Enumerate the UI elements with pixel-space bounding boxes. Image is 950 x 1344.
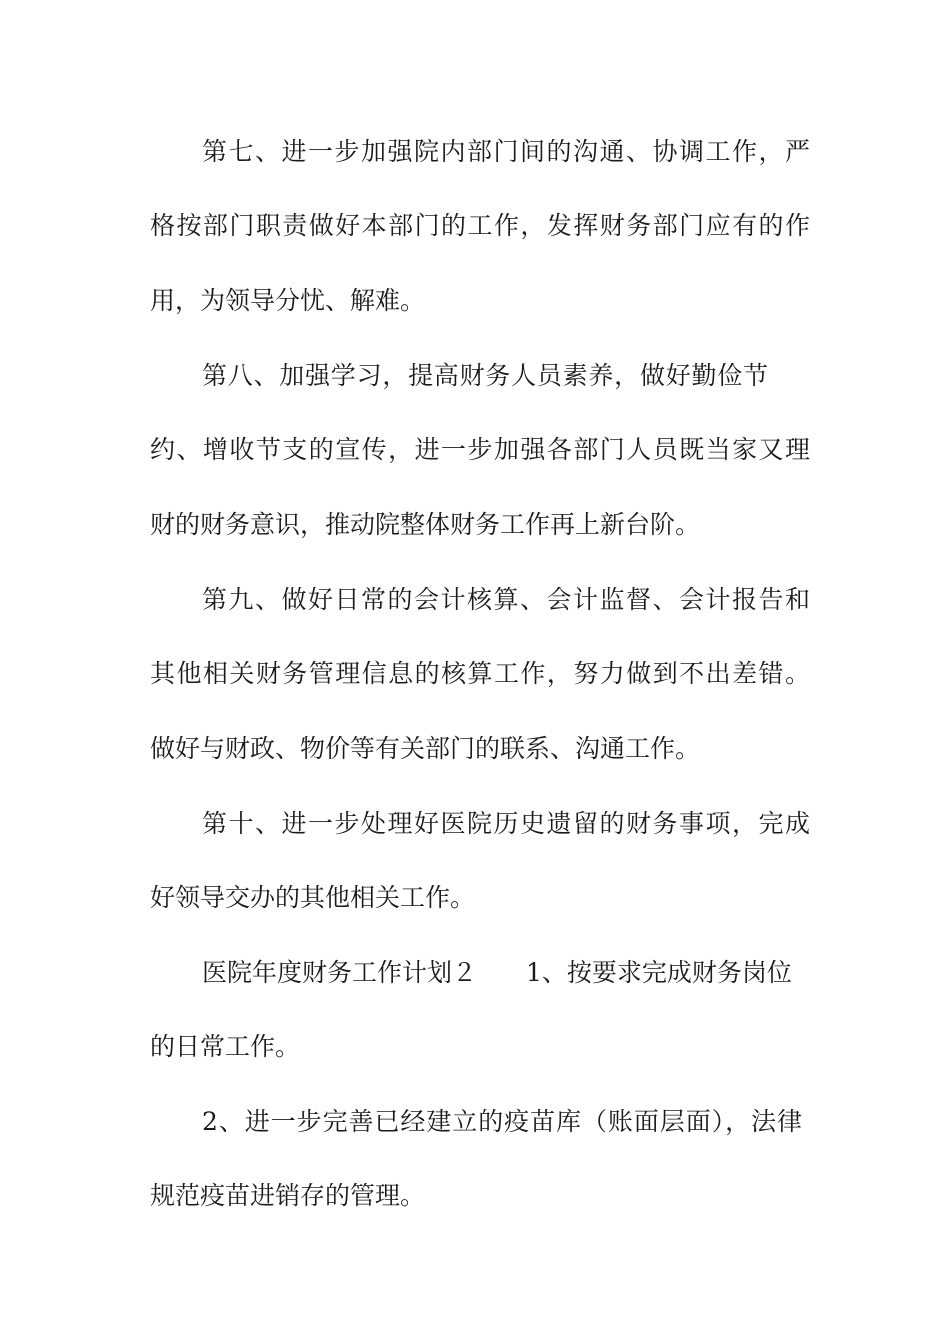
- paragraph-10-line-1: 第十、进一步处理好医院历史遗留的财务事项，完成: [202, 809, 810, 838]
- paragraph-8-line-2: 约、增收节支的宣传，进一步加强各部门人员既当家又理: [150, 435, 810, 464]
- plan-2-row: [202, 953, 810, 993]
- paragraph-7-line-1: 第七、进一步加强院内部门间的沟通、协调工作，严: [202, 137, 810, 166]
- paragraph-7-line-2: 格按部门职责做好本部门的工作，发挥财务部门应有的作: [150, 211, 810, 240]
- item-2-line-1: 2、进一步完善已经建立的疫苗库（账面层面），法律: [202, 1107, 802, 1136]
- plan-2-heading: 医院年度财务工作计划２: [202, 958, 478, 987]
- paragraph-8-line-1: 第八、加强学习，提高财务人员素养，做好勤俭节: [202, 361, 768, 390]
- plan-2-item-1-end: 的日常工作。: [150, 1032, 301, 1061]
- paragraph-9-line-1: 第九、做好日常的会计核算、会计监督、会计报告和: [202, 585, 810, 614]
- paragraph-9-line-2: 其他相关财务管理信息的核算工作，努力做到不出差错。: [150, 659, 810, 688]
- paragraph-8-line-3: 财的财务意识，推动院整体财务工作再上新台阶。: [150, 510, 701, 539]
- paragraph-10-line-2: 好领导交办的其他相关工作。: [150, 883, 476, 912]
- paragraph-7-line-3: 用，为领导分忧、解难。: [150, 286, 426, 315]
- paragraph-9-line-3: 做好与财政、物价等有关部门的联系、沟通工作。: [150, 734, 701, 763]
- item-2-line-2: 规范疫苗进销存的管理。: [150, 1181, 426, 1210]
- plan-2-item-1-start: 1、按要求完成财务岗位: [526, 958, 792, 987]
